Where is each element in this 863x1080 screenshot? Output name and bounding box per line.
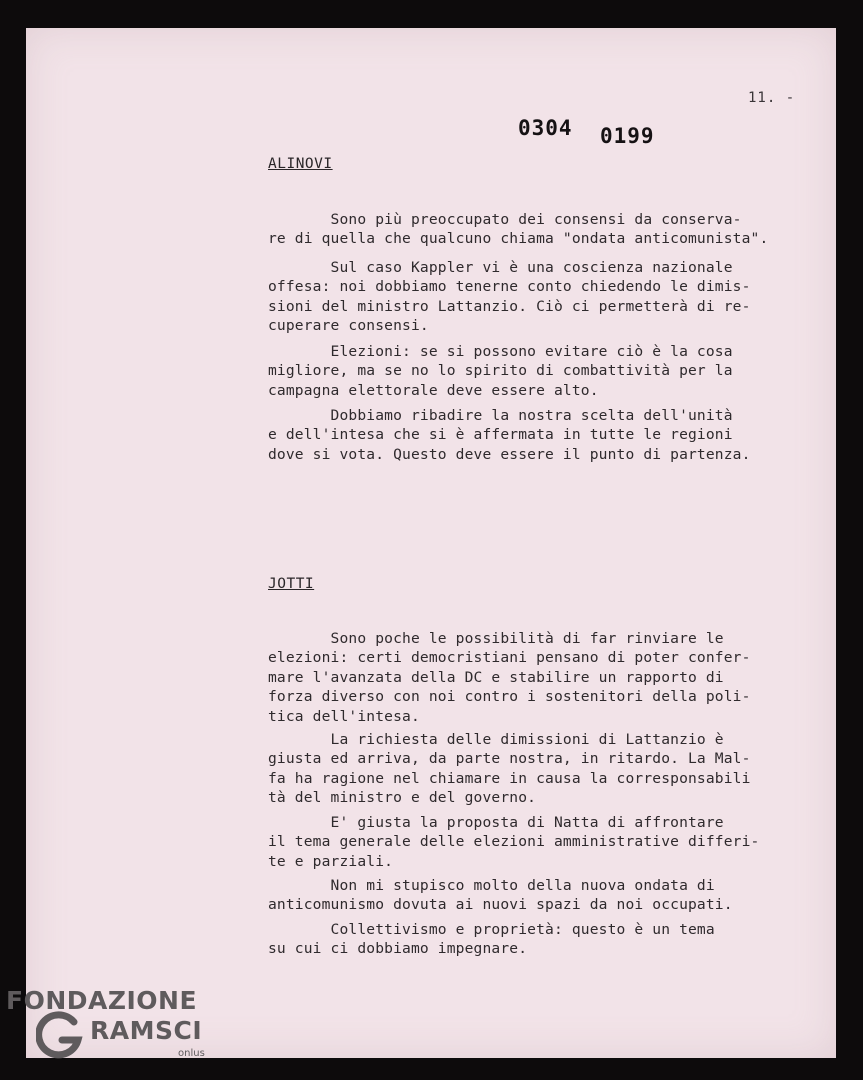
paragraph: Dobbiamo ribadire la nostra scelta dell'unità e dell'intesa che si è affermata in tutte le regioni dove si vota. Questo deve essere il punto di partenza. bbox=[268, 407, 751, 463]
logo-onlus: onlus bbox=[178, 1048, 205, 1059]
speaker-heading-alinovi: ALINOVI bbox=[268, 156, 333, 172]
logo-text-top: FONDAZIONE bbox=[6, 986, 198, 1015]
paragraph: Sul caso Kappler vi è una coscienza nazionale offesa: noi dobbiamo tenerne conto chiedendo le dimis- sioni del ministro Lattanzio. Ciò ci permetterà di re- cuperare consensi. bbox=[268, 259, 751, 335]
speaker-heading-jotti: JOTTI bbox=[268, 576, 315, 592]
archive-stamp-number: 0199 bbox=[600, 124, 655, 148]
logo-text-bottom: RAMSCI bbox=[90, 1016, 203, 1045]
paragraph: Elezioni: se si possono evitare ciò è la cosa migliore, ma se no lo spirito di combattività per la campagna elettorale deve essere alto. bbox=[268, 343, 733, 399]
archive-stamp-series: 0304 bbox=[518, 116, 573, 140]
paragraph: Non mi stupisco molto della nuova ondata di anticomunismo dovuta ai nuovi spazi da noi occupati. bbox=[268, 877, 733, 914]
fondazione-gramsci-logo bbox=[6, 986, 216, 1076]
paragraph: Collettivismo e proprietà: questo è un tema su cui ci dobbiamo impegnare. bbox=[268, 921, 715, 958]
paragraph: E' giusta la proposta di Natta di affrontare il tema generale delle elezioni amministrative differi- te e parziali. bbox=[268, 814, 760, 870]
page-number: 11. - bbox=[748, 90, 796, 106]
paragraph: Sono poche le possibilità di far rinviare le elezioni: certi democristiani pensano di poter confer- mare l'avanzata della DC e stabilire un rapporto di forza diverso con noi contro i sostenitori della poli- tica dell'intesa. bbox=[268, 630, 751, 725]
paragraph: Sono più preoccupato dei consensi da conserva- re di quella che qualcuno chiama "ondata anticomunista". bbox=[268, 211, 769, 248]
g-letter-icon bbox=[36, 1010, 86, 1060]
paragraph: La richiesta delle dimissioni di Lattanzio è giusta ed arriva, da parte nostra, in ritardo. La Mal- fa ha ragione nel chiamare in causa la corresponsabili tà del ministro e del governo. bbox=[268, 731, 751, 807]
